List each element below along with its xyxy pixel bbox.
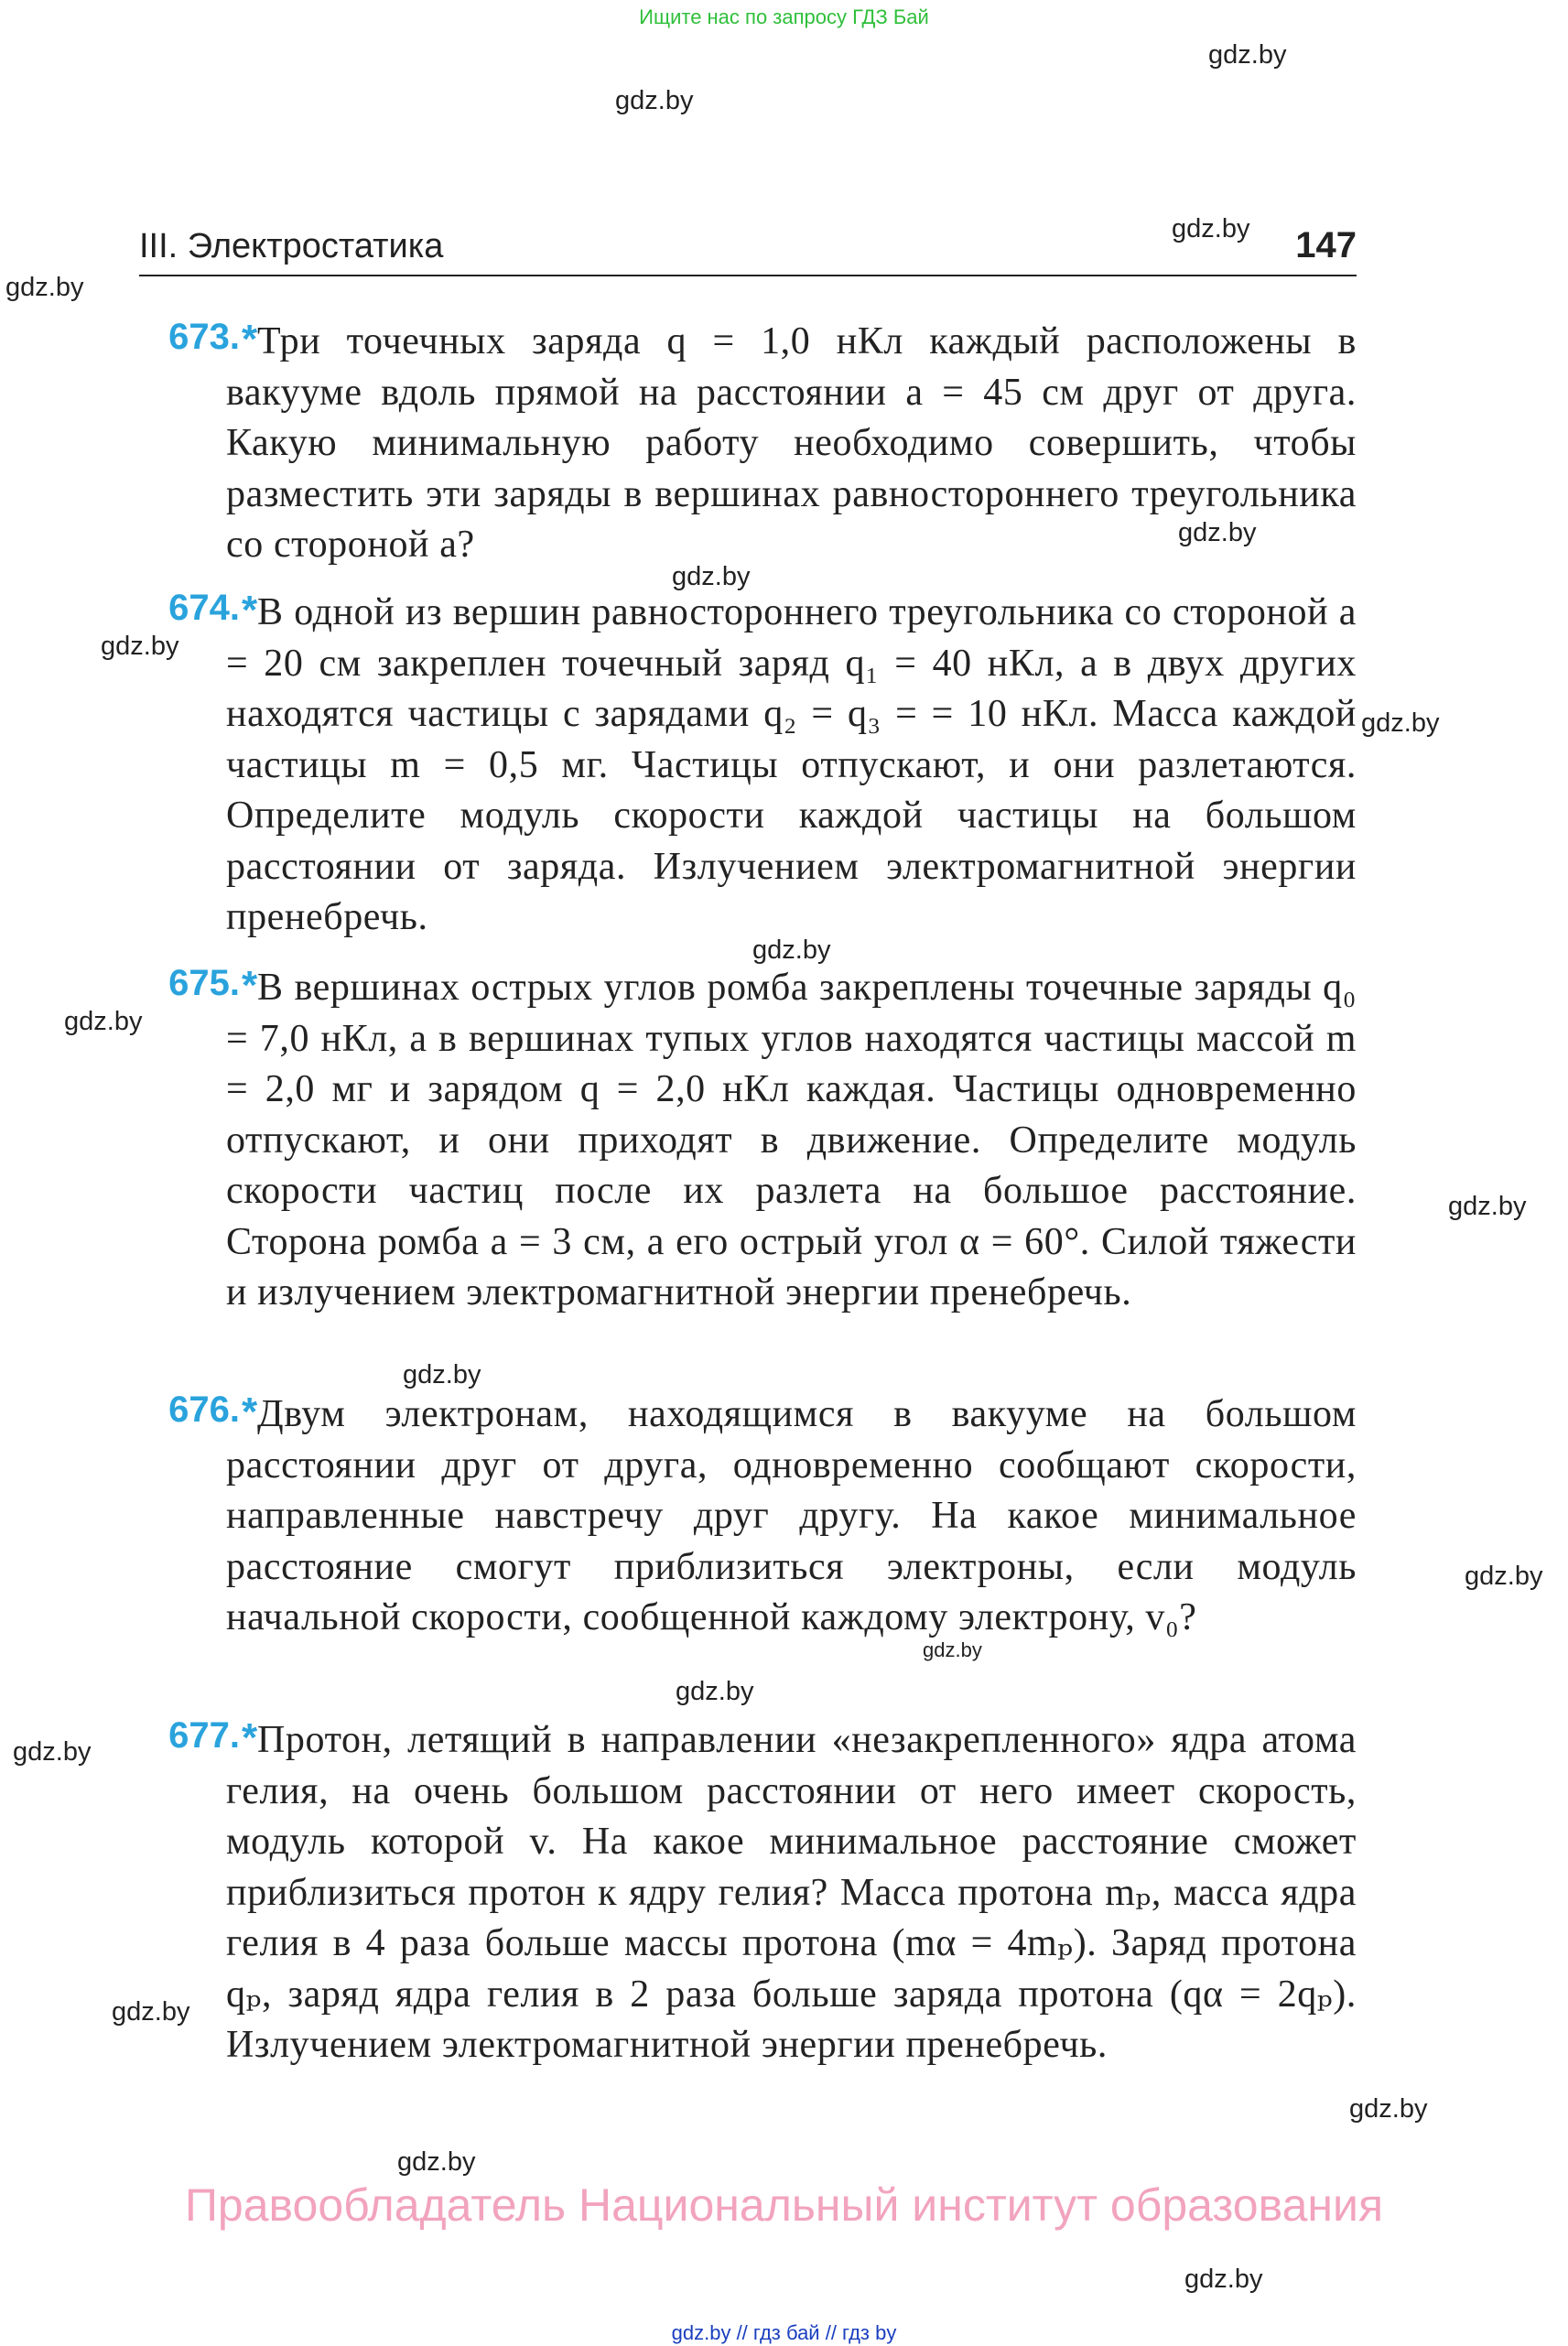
section-title: III. Электростатика <box>139 227 444 265</box>
problem-text: В вершинах острых углов ромба закреплены точечные заряды q₀ = 7,0 нКл, а в вершинах тупых углов находятся частицы массой m = 2,0 мг и зарядом q = 2,0 нКл каждая. Частицы одновременно отпускают, и они приходят в движение. Определите модуль скорости частиц после их разлета на большое расстояние. Сторона ромба a = 3 см, а его острый угол α = 60°. Силой тяжести и излучением электромагнитной энергии пренебречь. <box>226 967 1357 1314</box>
watermark: gdz.by <box>676 1677 754 1706</box>
problem-673 <box>139 317 1357 571</box>
problem-number: 675. <box>168 963 240 1003</box>
bottom-links[interactable]: gdz.by // гдз бай // гдз by <box>671 2321 897 2344</box>
asterisk: * <box>242 1715 258 1760</box>
watermark: gdz.by <box>1184 2265 1263 2294</box>
watermark: gdz.by <box>1349 2094 1428 2124</box>
watermark: gdz.by <box>1178 518 1257 547</box>
problem-674 <box>139 588 1357 944</box>
watermark: gdz.by <box>112 1997 190 2027</box>
problem-text: Двум электронам, находящимся в вакууме на большом расстоянии друг от друга, одновременно сообщают скорости, направленные навстречу друг другу. На какое минимальное расстояние смогут приблизиться электроны, если модуль начальной скорости, сообщенной каждому электрону, v₀? <box>226 1393 1357 1638</box>
watermark: gdz.by <box>397 2147 476 2177</box>
watermark: gdz.by <box>1208 40 1287 70</box>
problem-text: Протон, летящий в направлении «незакрепленного» ядра атома гелия, на очень большом расстоянии от него имеет скорость, модуль которой v. На какое минимальное расстояние сможет приблизиться протон к ядру гелия? Масса протона mₚ, масса ядра гелия в 4 раза больше массы протона (mα = 4mₚ). Заряд протона qₚ, заряд ядра гелия в 2 раза больше заряда протона (qα = 2qₚ). Излучением электромагнитной энергии пренебречь. <box>226 1719 1357 2066</box>
asterisk: * <box>242 963 258 1008</box>
page-number: 147 <box>1295 225 1357 265</box>
asterisk: * <box>242 588 258 632</box>
watermark: gdz.by <box>5 273 84 302</box>
watermark: gdz.by <box>672 562 751 591</box>
watermark: gdz.by <box>1448 1192 1527 1221</box>
watermark: gdz.by <box>1465 1562 1543 1591</box>
problem-number: 674. <box>168 588 240 628</box>
copyright-footer: Правообладатель Национальный институт образования <box>184 2179 1384 2231</box>
top-banner[interactable]: Ищите нас по запросу ГДЗ Бай <box>639 5 929 28</box>
asterisk: * <box>242 317 258 362</box>
watermark: gdz.by <box>101 632 179 661</box>
asterisk: * <box>242 1389 258 1434</box>
watermark: gdz.by <box>923 1638 982 1661</box>
watermark: gdz.by <box>1361 708 1440 738</box>
problem-675 <box>139 963 1357 1319</box>
problem-677 <box>139 1715 1357 2071</box>
problem-text: Три точечных заряда q = 1,0 нКл каждый расположены в вакууме вдоль прямой на расстоянии a = 45 см друг от друга. Какую минимальную работу необходимо совершить, чтобы разместить эти заряды в вершинах равностороннего треугольника со стороной a? <box>226 320 1357 566</box>
watermark: gdz.by <box>403 1360 481 1389</box>
page-header <box>139 227 1357 276</box>
watermark: gdz.by <box>615 86 694 115</box>
watermark: gdz.by <box>1172 214 1250 243</box>
problem-number: 676. <box>168 1389 240 1430</box>
problem-number: 673. <box>168 317 240 357</box>
watermark: gdz.by <box>64 1007 143 1036</box>
problem-676 <box>139 1389 1357 1644</box>
watermark: gdz.by <box>752 935 831 965</box>
problem-number: 677. <box>168 1715 240 1756</box>
problem-text: В одной из вершин равностороннего треугольника со стороной a = 20 см закреплен точечный заряд q₁ = 40 нКл, а в двух других находятся частицы с зарядами q₂ = q₃ = = 10 нКл. Масса каждой частицы m = 0,5 мг. Частицы отпускают, и они разлетаются. Определите модуль скорости каждой частицы на большом расстоянии от заряда. Излучением электромагнитной энергии пренебречь. <box>226 591 1357 938</box>
watermark: gdz.by <box>13 1737 92 1767</box>
